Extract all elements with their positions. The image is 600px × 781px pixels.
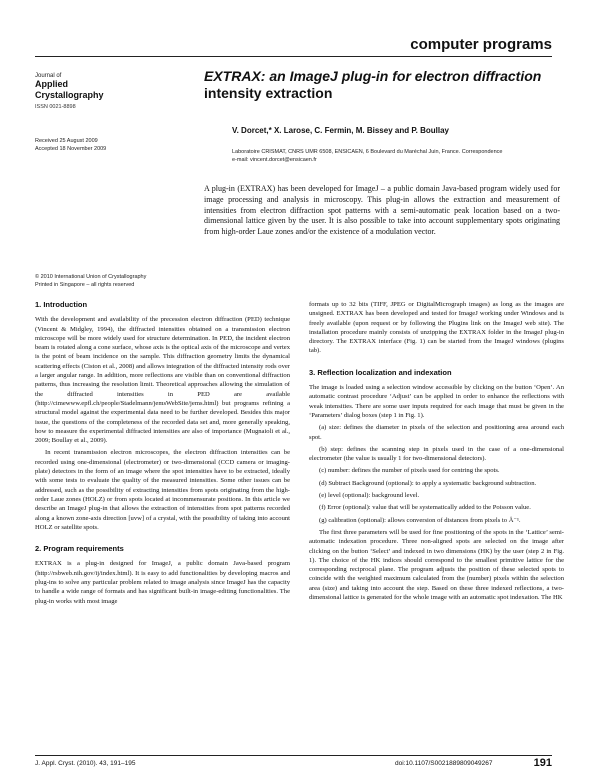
article-dates — [35, 137, 106, 153]
reflection-paragraph-1: The image is loaded using a selection window accessible by clicking on the button ‘Open’. An automatic contrast procedure ‘Adjust’ can be applied in order to enhance the reflections with weak intensities. There are some user inputs required for each image that must be given in the ‘Parameters’ dialog boxes (step 1 in Fig. 1). — [309, 384, 564, 419]
param-error: (f) Error (optional): value that will be systematically added to the Poisson value. — [319, 504, 531, 512]
heading-introduction: 1. Introduction — [35, 300, 88, 309]
right-column — [309, 300, 564, 602]
heading-reflection: 3. Reflection localization and indexation — [309, 367, 452, 377]
title-line2: intensity extraction — [204, 85, 333, 101]
param-calibration: (g) calibration (optional): allows conversion of distances from pixels to Å⁻¹. — [319, 516, 521, 524]
param-step: (b) step: defines the scanning step in pixels used in the case of a one-dimensional electrometer (the value is usually 1 for two-dimensional detectors). — [309, 445, 564, 463]
copyright-line1: © 2010 International Union of Crystallography — [35, 274, 147, 280]
journal-name-line2: Crystallography — [35, 90, 104, 100]
copyright-notice — [35, 273, 146, 289]
heading-requirements: 2. Program requirements — [35, 544, 124, 554]
reflection-paragraph-2: The first three parameters will be used for fine positioning of the spots in the ‘Lattice’ semi-automatic indexation procedure. Three non-aligned spots are selected on the image after clicking on the button ‘Select’ and indexed in two dimensions (HK) by the user (step 2 in Fig. 1). The choice of the HK indices should correspond to the smallest primitive lattice for the corresponding reciprocal plane. The program adjusts the position of these selected spots to coincide with the weighted maximum calculated from the (number) pixels within the selection area (size) and taking into account the step. Based on these three indexed reflections, a two-dimensional lattice is generated for the whole image with an automatic spot indexation. The HK — [309, 528, 564, 602]
intro-paragraph-1: With the development and availability of the precession electron diffraction (PED) technique (Vincent & Midgley, 1994), the diffracted intensities obtained on a transmission electron microscope will be more widely used for structure determination. In PED, the incident electron beam is rotated along a cone surface, whose axis is the optical axis of the microscope and vertex is the point of beam incidence on the sample. This diffraction geometry limits the dynamical scattering effects (Ciston et al., 2008) and allows integration of the diffracted intensity rods over a larger angular range. In addition, more reflections are visible than on conventional diffraction patterns, thus increasing the resolution limit. Theoretical approaches allowing the simulation of the diffracted intensities in PED are available (http://cimewww.epfl.ch/people/Stadelmann/jemsWebSite/jems.html) but programs refining a structural model against the experimental data need to be further developed. Besides this major issue, the questions of the completeness of the recorded data set and, more generally speaking, how to measure the experimental diffracted intensities are also of importance (Mugnaioli et al., 2009; Boullay et al., 2009). — [35, 316, 290, 445]
abstract: A plug-in (EXTRAX) has been developed for ImageJ – a public domain Java-based program widely used for image processing and analysis in microscopy. This plug-in allows the extraction and measurement of intensities from electron diffraction spot patterns with a semi-automatic peak location based on a two-dimensional lattice given by the user. It is also possible to take into account supplementary spots originating from high-order Laue zones and/or the existence of a modulation vector. — [204, 184, 560, 237]
param-size: (a) size: defines the diameter in pixels of the selection and positioning area around each spot. — [309, 424, 564, 441]
journal-issn: ISSN 0021-8898 — [35, 104, 76, 110]
journal-masthead — [35, 73, 185, 110]
affiliation — [232, 148, 562, 164]
accepted-date: Accepted 18 November 2009 — [35, 146, 107, 152]
page-number: 191 — [533, 757, 552, 769]
journal-prefix: Journal of — [35, 73, 62, 79]
requirements-paragraph: EXTRAX is a plug-in designed for ImageJ, a public domain Java-based program (http://rsbweb.nih.gov/ij/index.html). It is easy to add functionalities by developing macros and plug-ins to solve any particular problem related to image analysis since ImageJ has the capacity to handle a wide range of formats and has significant built-in image-editing functionalities. The plug-in works with most image — [35, 560, 290, 605]
intro-paragraph-2: In recent transmission electron microscopes, the electron diffraction intensities can be recorded using one-dimensional (electrometer) or two-dimensional (CCD camera or imaging-plate) detectors in the form of an image where the spot intensities have to be extracted, ideally with some tests to evaluate the quality of the measured intensities. Some other issues can be addressed, such as the possibility of extracting intensities from spots originating from the high-order Laue zones (HOLZ) or from spots located at incommensurate positions. In this article we describe an ImageJ plug-in that allows the extraction of intensities from spot patterns recorded along a known zone-axis direction [uvw] of a crystal, with the possibility of taking into account HOLZ or satellite spots. — [35, 449, 290, 531]
email: e-mail: vincent.dorcet@ensicaen.fr — [232, 157, 317, 163]
param-number: (c) number: defines the number of pixels used for centring the spots. — [319, 467, 500, 475]
section-label: computer programs — [410, 36, 552, 53]
left-column — [35, 300, 290, 606]
footer-doi: doi:10.1107/S0021889809049267 — [395, 760, 493, 767]
article-title — [204, 68, 564, 102]
title-line1: EXTRAX: an ImageJ plug-in for electron diffraction — [204, 68, 542, 84]
bottom-rule — [35, 755, 552, 756]
requirements-continued: formats up to 32 bits (TIFF, JPEG or DigitalMicrograph images) as long as the images are unsigned. EXTRAX has been developed and tested for ImageJ working under Windows and is freely available (upon request or by following the Plugins link on the ImageJ web site). The installation procedure mainly consists of unzipping the EXTRAX folder in the ImageJ plug-in directory. The EXTRAX interface (Fig. 1) can be started from the ImageJ windows (plugins tab). — [309, 301, 564, 355]
param-level: (e) level (optional): background level. — [319, 492, 420, 500]
param-subtract-background: (d) Subtract Background (optional): to apply a systematic background subtraction. — [319, 479, 537, 487]
copyright-line2: Printed in Singapore – all rights reserved — [35, 282, 135, 288]
received-date: Received 25 August 2009 — [35, 138, 98, 144]
footer-citation: J. Appl. Cryst. (2010). 43, 191–195 — [35, 760, 136, 767]
top-rule — [35, 56, 552, 57]
authors: V. Dorcet,* X. Larose, C. Fermin, M. Bissey and P. Boullay — [232, 126, 449, 135]
affiliation-text: Laboratoire CRISMAT, CNRS UMR 6508, ENSICAEN, 6 Boulevard du Maréchal Juin, France. Correspondence — [232, 149, 503, 155]
journal-name-line1: Applied — [35, 79, 68, 89]
